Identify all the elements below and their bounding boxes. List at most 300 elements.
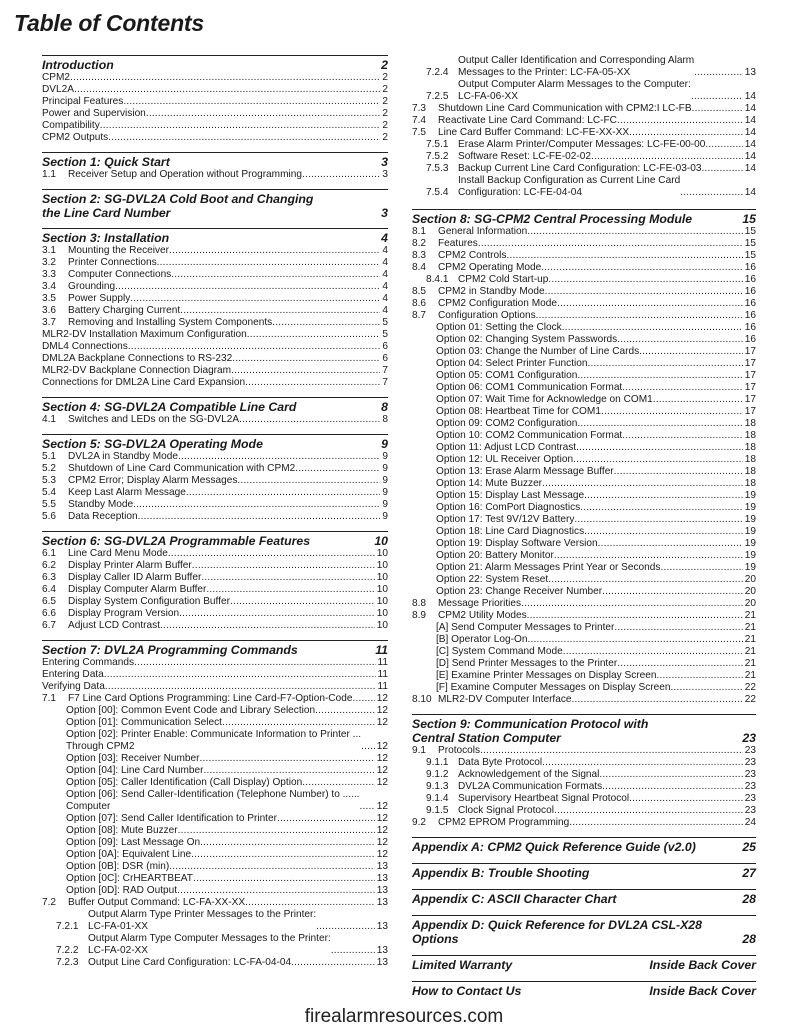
entry-text: Option 10: COM2 Communication Format bbox=[436, 430, 623, 441]
section-heading[interactable] bbox=[412, 866, 756, 880]
toc-entry[interactable] bbox=[412, 526, 756, 538]
dot-leader bbox=[617, 658, 743, 670]
toc-entry[interactable] bbox=[412, 358, 756, 370]
toc-entry[interactable] bbox=[42, 341, 388, 353]
entry-number: 5.2 bbox=[42, 463, 57, 474]
toc-entry[interactable] bbox=[412, 442, 756, 454]
toc-entry[interactable] bbox=[412, 238, 756, 250]
dot-leader bbox=[146, 108, 381, 120]
entry-number: 8.7 bbox=[412, 310, 427, 321]
section-title: Section 5: SG-DVL2A Operating Mode bbox=[42, 437, 263, 451]
entry-number: 6.6 bbox=[42, 608, 57, 619]
toc-entry[interactable] bbox=[42, 729, 388, 753]
toc-entry[interactable] bbox=[412, 418, 756, 430]
section-heading[interactable] bbox=[42, 400, 388, 414]
toc-entry[interactable] bbox=[412, 745, 756, 757]
dot-leader bbox=[295, 463, 380, 475]
section-heading[interactable] bbox=[412, 717, 756, 745]
entry-number: 7.5.4 bbox=[426, 187, 449, 198]
section-heading[interactable] bbox=[412, 984, 756, 998]
toc-entry[interactable] bbox=[42, 837, 388, 849]
dot-leader bbox=[671, 682, 743, 694]
toc-entry[interactable] bbox=[42, 789, 388, 813]
entry-text: Display Program Version bbox=[68, 608, 180, 619]
entry-text: Option 22: System Reset bbox=[436, 574, 549, 585]
toc-entry[interactable] bbox=[42, 873, 388, 885]
section-page: 28 bbox=[742, 932, 756, 946]
toc-entry[interactable] bbox=[42, 245, 388, 257]
dot-leader bbox=[108, 132, 380, 144]
toc-entry[interactable] bbox=[42, 84, 388, 96]
entry-text: Erase Alarm Printer/Computer Messages: LC-FE-00-00 bbox=[458, 139, 706, 150]
toc-entry[interactable] bbox=[42, 269, 388, 281]
entry-number: 9.1.5 bbox=[426, 805, 449, 816]
entry-page: 3 bbox=[382, 169, 388, 180]
toc-entry[interactable] bbox=[42, 463, 388, 475]
toc-entry[interactable] bbox=[412, 694, 756, 706]
entry-text: Option [0B]: DSR (min) bbox=[66, 861, 170, 872]
section-heading[interactable] bbox=[42, 437, 388, 451]
entry-page: 14 bbox=[744, 127, 756, 138]
entry-number: 5.1 bbox=[42, 451, 57, 462]
toc-section bbox=[42, 640, 388, 969]
toc-entry[interactable] bbox=[412, 670, 756, 682]
toc-entry[interactable] bbox=[412, 382, 756, 394]
entry-number: 3.4 bbox=[42, 281, 57, 292]
entry-page: 7 bbox=[382, 377, 388, 388]
entry-text: Battery Charging Current bbox=[68, 305, 181, 316]
toc-entry[interactable] bbox=[412, 562, 756, 574]
entry-page: 13 bbox=[376, 873, 388, 884]
toc-entry[interactable] bbox=[412, 55, 756, 79]
entry-text: Reactivate Line Card Command: LC-FC bbox=[438, 115, 617, 126]
entry-text: Software Reset: LC-FE-02-02 bbox=[458, 151, 591, 162]
entry-number: 3.5 bbox=[42, 293, 57, 304]
section-heading[interactable] bbox=[42, 58, 388, 72]
toc-entry[interactable] bbox=[42, 849, 388, 861]
toc-entry[interactable] bbox=[42, 777, 388, 789]
toc-entry[interactable] bbox=[42, 475, 388, 487]
entry-text: [D] Send Printer Messages to the Printer bbox=[436, 658, 618, 669]
entry-page: 18 bbox=[744, 430, 756, 441]
entry-text: Option 12: UL Receiver Option bbox=[436, 454, 574, 465]
toc-entry[interactable] bbox=[42, 329, 388, 341]
toc-entry[interactable] bbox=[42, 765, 388, 777]
dot-leader bbox=[179, 608, 375, 620]
entry-number: 9.1.3 bbox=[426, 781, 449, 792]
toc-entry[interactable] bbox=[42, 72, 388, 84]
footer-url[interactable]: firealarmresources.com bbox=[304, 1006, 504, 1027]
dot-leader bbox=[70, 72, 380, 84]
toc-entry[interactable] bbox=[42, 365, 388, 377]
toc-entry[interactable] bbox=[412, 370, 756, 382]
toc-entry[interactable] bbox=[412, 322, 756, 334]
dot-leader bbox=[598, 538, 743, 550]
entry-page: 20 bbox=[744, 574, 756, 585]
entry-text: Install Backup Configuration as Current Line Card Configuration: LC-FE-04-04 bbox=[458, 175, 681, 198]
dot-leader bbox=[352, 693, 374, 705]
entry-text: Entering Data bbox=[42, 669, 104, 680]
entry-number: 7.4 bbox=[412, 115, 427, 126]
toc-entry[interactable] bbox=[42, 96, 388, 108]
toc-entry[interactable] bbox=[42, 753, 388, 765]
entry-number: 7.5 bbox=[412, 127, 427, 138]
dot-leader bbox=[527, 634, 742, 646]
toc-entry[interactable] bbox=[412, 430, 756, 442]
toc-entry[interactable] bbox=[42, 717, 388, 729]
entry-text: Option 16: ComPort Diagnostics bbox=[436, 502, 581, 513]
dot-leader bbox=[277, 813, 375, 825]
toc-entry[interactable] bbox=[42, 451, 388, 463]
entry-page: 19 bbox=[744, 490, 756, 501]
section-page: 15 bbox=[742, 212, 756, 226]
dot-leader bbox=[694, 67, 743, 79]
toc-section bbox=[42, 189, 388, 220]
entry-text: Clock Signal Protocol bbox=[458, 805, 554, 816]
dot-leader bbox=[705, 139, 742, 151]
toc-entry[interactable] bbox=[42, 572, 388, 584]
section-page: 3 bbox=[381, 155, 388, 169]
toc-entry[interactable] bbox=[412, 394, 756, 406]
toc-entry[interactable] bbox=[412, 502, 756, 514]
entry-page: 8 bbox=[382, 414, 388, 425]
toc-entry[interactable] bbox=[412, 781, 756, 793]
toc-entry[interactable] bbox=[42, 681, 388, 693]
page-title: Table of Contents bbox=[14, 10, 204, 36]
section-page: Inside Back Cover bbox=[649, 984, 756, 998]
toc-entry[interactable] bbox=[42, 705, 388, 717]
entry-page: 11 bbox=[377, 657, 388, 668]
toc-entry[interactable] bbox=[412, 115, 756, 127]
dot-leader bbox=[542, 478, 743, 490]
toc-entry[interactable] bbox=[412, 634, 756, 646]
entry-text: [E] Examine Printer Messages on Display Screen bbox=[436, 670, 657, 681]
entry-text: Supervisory Heartbeat Signal Protocol bbox=[458, 793, 630, 804]
entry-text: CPM2 Operating Mode bbox=[438, 262, 542, 273]
toc-entry[interactable] bbox=[42, 885, 388, 897]
toc-entry[interactable] bbox=[42, 132, 388, 144]
dot-leader bbox=[247, 329, 381, 341]
entry-page: 17 bbox=[744, 382, 756, 393]
entry-text: Option 14: Mute Buzzer bbox=[436, 478, 543, 489]
entry-number: 5.3 bbox=[42, 475, 57, 486]
dot-leader bbox=[527, 610, 743, 622]
entry-number: 4.1 bbox=[42, 414, 57, 425]
entry-text: Option [03]: Receiver Number bbox=[66, 753, 200, 764]
entry-page: 16 bbox=[744, 310, 756, 321]
entry-text: Option 11: Adjust LCD Contrast bbox=[436, 442, 577, 453]
toc-entry[interactable] bbox=[412, 793, 756, 805]
toc-entry[interactable] bbox=[42, 293, 388, 305]
toc-entry[interactable] bbox=[42, 825, 388, 837]
dot-leader bbox=[629, 127, 743, 139]
toc-entry[interactable] bbox=[412, 262, 756, 274]
entry-page: 14 bbox=[744, 139, 756, 150]
toc-entry[interactable] bbox=[42, 499, 388, 511]
toc-entry[interactable] bbox=[412, 286, 756, 298]
toc-section bbox=[412, 981, 756, 998]
toc-section bbox=[412, 209, 756, 706]
entry-page: 12 bbox=[376, 825, 388, 836]
toc-entry[interactable] bbox=[42, 317, 388, 329]
toc-entry[interactable] bbox=[412, 151, 756, 163]
toc-section bbox=[42, 152, 388, 181]
entry-text: CPM2 Controls bbox=[438, 250, 507, 261]
toc-entry[interactable] bbox=[42, 813, 388, 825]
entry-number: 7.5.2 bbox=[426, 151, 449, 162]
toc-entry[interactable] bbox=[42, 548, 388, 560]
entry-text: Power Supply bbox=[68, 293, 131, 304]
toc-entry[interactable] bbox=[412, 127, 756, 139]
dot-leader bbox=[105, 681, 376, 693]
entry-text: Display System Configuration Buffer bbox=[68, 596, 230, 607]
toc-entry[interactable] bbox=[42, 861, 388, 873]
toc-entry[interactable] bbox=[412, 175, 756, 199]
entry-text: Option [00]: Common Event Code and Library Selection bbox=[66, 705, 316, 716]
entry-page: 14 bbox=[744, 151, 756, 162]
entry-page: 17 bbox=[744, 346, 756, 357]
entry-text: Buffer Output Command: LC-FA-XX-XX bbox=[68, 897, 246, 908]
dot-leader bbox=[554, 805, 743, 817]
entry-page: 23 bbox=[744, 781, 756, 792]
entry-text: F7 Line Card Options Programming: Line Card-F7-Option-Code bbox=[68, 693, 353, 704]
entry-text: Receiver Setup and Operation without Programming bbox=[68, 169, 302, 180]
entry-text: MLR2-DV Computer Interface bbox=[438, 694, 572, 705]
dot-leader bbox=[584, 490, 743, 502]
entry-page: 18 bbox=[744, 478, 756, 489]
toc-entry[interactable] bbox=[412, 646, 756, 658]
section-heading[interactable] bbox=[412, 212, 756, 226]
entry-text: DVL2A bbox=[42, 84, 74, 95]
toc-entry[interactable] bbox=[42, 620, 388, 632]
toc-entry[interactable] bbox=[42, 669, 388, 681]
toc-entry[interactable] bbox=[412, 466, 756, 478]
entry-text: Connections for DML2A Line Card Expansion bbox=[42, 377, 246, 388]
dot-leader bbox=[542, 757, 743, 769]
toc-entry[interactable] bbox=[412, 478, 756, 490]
entry-text: General Information bbox=[438, 226, 528, 237]
toc-entry[interactable] bbox=[412, 250, 756, 262]
entry-page: 20 bbox=[744, 586, 756, 597]
toc-entry[interactable] bbox=[412, 274, 756, 286]
toc-section bbox=[412, 889, 756, 906]
toc-entry[interactable] bbox=[412, 817, 756, 829]
entry-text: Option [07]: Send Caller Identification to Printer bbox=[66, 813, 277, 824]
toc-entry[interactable] bbox=[42, 281, 388, 293]
toc-entry[interactable] bbox=[42, 120, 388, 132]
entry-page: 12 bbox=[376, 777, 388, 788]
toc-entry[interactable] bbox=[412, 346, 756, 358]
entry-page: 5 bbox=[382, 317, 388, 328]
dot-leader bbox=[245, 897, 375, 909]
entry-text: Printer Connections bbox=[68, 257, 157, 268]
toc-entry[interactable] bbox=[42, 596, 388, 608]
toc-entry[interactable] bbox=[412, 310, 756, 322]
entry-text: CPM2 in Standby Mode bbox=[438, 286, 545, 297]
section-title: Section 1: Quick Start bbox=[42, 155, 170, 169]
toc-entry[interactable] bbox=[412, 163, 756, 175]
toc-entry[interactable] bbox=[412, 298, 756, 310]
entry-text: Option 20: Battery Monitor bbox=[436, 550, 554, 561]
entry-text: [C] System Command Mode bbox=[436, 646, 563, 657]
section-heading[interactable] bbox=[412, 958, 756, 972]
toc-section bbox=[412, 955, 756, 972]
dot-leader bbox=[562, 322, 743, 334]
toc-entry[interactable] bbox=[412, 226, 756, 238]
toc-entry[interactable] bbox=[42, 897, 388, 909]
dot-leader bbox=[169, 861, 375, 873]
toc-entry[interactable] bbox=[412, 103, 756, 115]
toc-section bbox=[42, 531, 388, 632]
section-page: 3 bbox=[381, 206, 388, 220]
toc-entry[interactable] bbox=[412, 79, 756, 103]
entry-text: Option 18: Line Card Diagnostics bbox=[436, 526, 585, 537]
toc-entry[interactable] bbox=[412, 454, 756, 466]
entry-text: Power and Supervision bbox=[42, 108, 146, 119]
toc-entry[interactable] bbox=[412, 550, 756, 562]
toc-entry[interactable] bbox=[42, 933, 388, 957]
dot-leader bbox=[178, 825, 375, 837]
dot-leader bbox=[545, 286, 743, 298]
entry-page: 17 bbox=[744, 370, 756, 381]
toc-entry[interactable] bbox=[412, 598, 756, 610]
entry-number: 6.2 bbox=[42, 560, 57, 571]
dot-leader bbox=[291, 957, 375, 969]
section-title: Section 2: SG-DVL2A Cold Boot and Changing the Line Card Number bbox=[42, 192, 314, 220]
toc-entry[interactable] bbox=[42, 414, 388, 426]
toc-entry[interactable] bbox=[42, 353, 388, 365]
toc-entry[interactable] bbox=[412, 490, 756, 502]
entry-page: 12 bbox=[376, 693, 388, 704]
toc-entry[interactable] bbox=[412, 610, 756, 622]
toc-entry[interactable] bbox=[412, 514, 756, 526]
toc-entry[interactable] bbox=[412, 769, 756, 781]
section-heading[interactable] bbox=[412, 918, 756, 946]
entry-page: 9 bbox=[382, 487, 388, 498]
entry-text: Protocols bbox=[438, 745, 481, 756]
section-heading[interactable] bbox=[42, 192, 388, 220]
entry-text: Option 21: Alarm Messages Print Year or Seconds bbox=[436, 562, 661, 573]
entry-page: 2 bbox=[382, 96, 388, 107]
toc-entry[interactable] bbox=[412, 574, 756, 586]
entry-page: 21 bbox=[744, 634, 756, 645]
dot-leader bbox=[203, 765, 374, 777]
section-heading[interactable] bbox=[412, 892, 756, 906]
entry-text: CPM2 Utility Modes bbox=[438, 610, 527, 621]
toc-entry[interactable] bbox=[412, 682, 756, 694]
entry-page: 16 bbox=[744, 298, 756, 309]
entry-text: Option 19: Display Software Version bbox=[436, 538, 598, 549]
entry-number: 7.2 bbox=[42, 897, 57, 908]
section-heading[interactable] bbox=[42, 231, 388, 245]
toc-entry[interactable] bbox=[412, 658, 756, 670]
entry-text: Option 15: Display Last Message bbox=[436, 490, 585, 501]
toc-entry[interactable] bbox=[42, 305, 388, 317]
section-heading[interactable] bbox=[42, 643, 388, 657]
toc-entry[interactable] bbox=[42, 108, 388, 120]
dot-leader bbox=[130, 293, 380, 305]
section-page: 10 bbox=[374, 534, 388, 548]
section-heading[interactable] bbox=[42, 155, 388, 169]
entry-text: Compatibility bbox=[42, 120, 100, 131]
dot-leader bbox=[134, 657, 376, 669]
section-page: 27 bbox=[742, 866, 756, 880]
toc-entry[interactable] bbox=[412, 805, 756, 817]
entry-text: Backup Current Line Card Configuration: LC-FE-03-03 bbox=[458, 163, 702, 174]
dot-leader bbox=[200, 837, 375, 849]
toc-entry[interactable] bbox=[42, 957, 388, 969]
toc-entry[interactable] bbox=[412, 538, 756, 550]
toc-entry[interactable] bbox=[42, 693, 388, 705]
entry-page: 14 bbox=[744, 115, 756, 126]
toc-entry[interactable] bbox=[412, 139, 756, 151]
entry-page: 12 bbox=[376, 705, 388, 716]
entry-page: 10 bbox=[376, 548, 388, 559]
dot-leader bbox=[569, 817, 743, 829]
dot-leader bbox=[506, 250, 742, 262]
dot-leader bbox=[231, 365, 380, 377]
dot-leader bbox=[702, 163, 743, 175]
toc-entry[interactable] bbox=[42, 377, 388, 389]
entry-text: Option [0A]: Equivalent Line bbox=[66, 849, 192, 860]
entry-page: 6 bbox=[382, 353, 388, 364]
dot-leader bbox=[588, 358, 743, 370]
entry-text: Grounding bbox=[68, 281, 116, 292]
entry-number: 8.3 bbox=[412, 250, 427, 261]
dot-leader bbox=[660, 562, 742, 574]
section-title: How to Contact Us bbox=[412, 984, 522, 998]
entry-page: 19 bbox=[744, 502, 756, 513]
entry-page: 21 bbox=[744, 622, 756, 633]
toc-entry[interactable] bbox=[42, 511, 388, 523]
toc-entry[interactable] bbox=[42, 560, 388, 572]
entry-text: Data Reception bbox=[68, 511, 138, 522]
entry-text: Option [02]: Printer Enable: Communicate Information to Printer ... Through CPM2 bbox=[66, 729, 362, 752]
toc-entry[interactable] bbox=[42, 257, 388, 269]
entry-text: Option [08]: Mute Buzzer bbox=[66, 825, 178, 836]
entry-page: 13 bbox=[376, 945, 388, 956]
toc-entry[interactable] bbox=[42, 608, 388, 620]
section-title: Section 8: SG-CPM2 Central Processing Module bbox=[412, 212, 693, 226]
toc-entry[interactable] bbox=[42, 584, 388, 596]
entry-text: Line Card Buffer Command: LC-FE-XX-XX bbox=[438, 127, 630, 138]
entry-page: 13 bbox=[376, 897, 388, 908]
toc-entry[interactable] bbox=[42, 169, 388, 181]
entry-text: MLR2-DV Backplane Connection Diagram bbox=[42, 365, 232, 376]
toc-entry[interactable] bbox=[412, 586, 756, 598]
dot-leader bbox=[206, 584, 374, 596]
entry-number: 3.3 bbox=[42, 269, 57, 280]
section-heading[interactable] bbox=[42, 534, 388, 548]
dot-leader bbox=[186, 487, 381, 499]
toc-entry[interactable] bbox=[42, 657, 388, 669]
entry-number: 9.2 bbox=[412, 817, 427, 828]
toc-entry[interactable] bbox=[412, 622, 756, 634]
section-heading[interactable] bbox=[412, 840, 756, 854]
entry-number: 8.6 bbox=[412, 298, 427, 309]
toc-entry[interactable] bbox=[412, 406, 756, 418]
toc-entry[interactable] bbox=[42, 487, 388, 499]
entry-text: DML4 Connections bbox=[42, 341, 128, 352]
section-title: Introduction bbox=[42, 58, 114, 72]
toc-entry[interactable] bbox=[412, 334, 756, 346]
entry-number: 9.1.1 bbox=[426, 757, 449, 768]
toc-entry[interactable] bbox=[42, 909, 388, 933]
entry-number: 7.2.5 bbox=[426, 91, 449, 102]
entry-page: 11 bbox=[377, 681, 388, 692]
entry-number: 9.1 bbox=[412, 745, 427, 756]
toc-entry[interactable] bbox=[412, 757, 756, 769]
